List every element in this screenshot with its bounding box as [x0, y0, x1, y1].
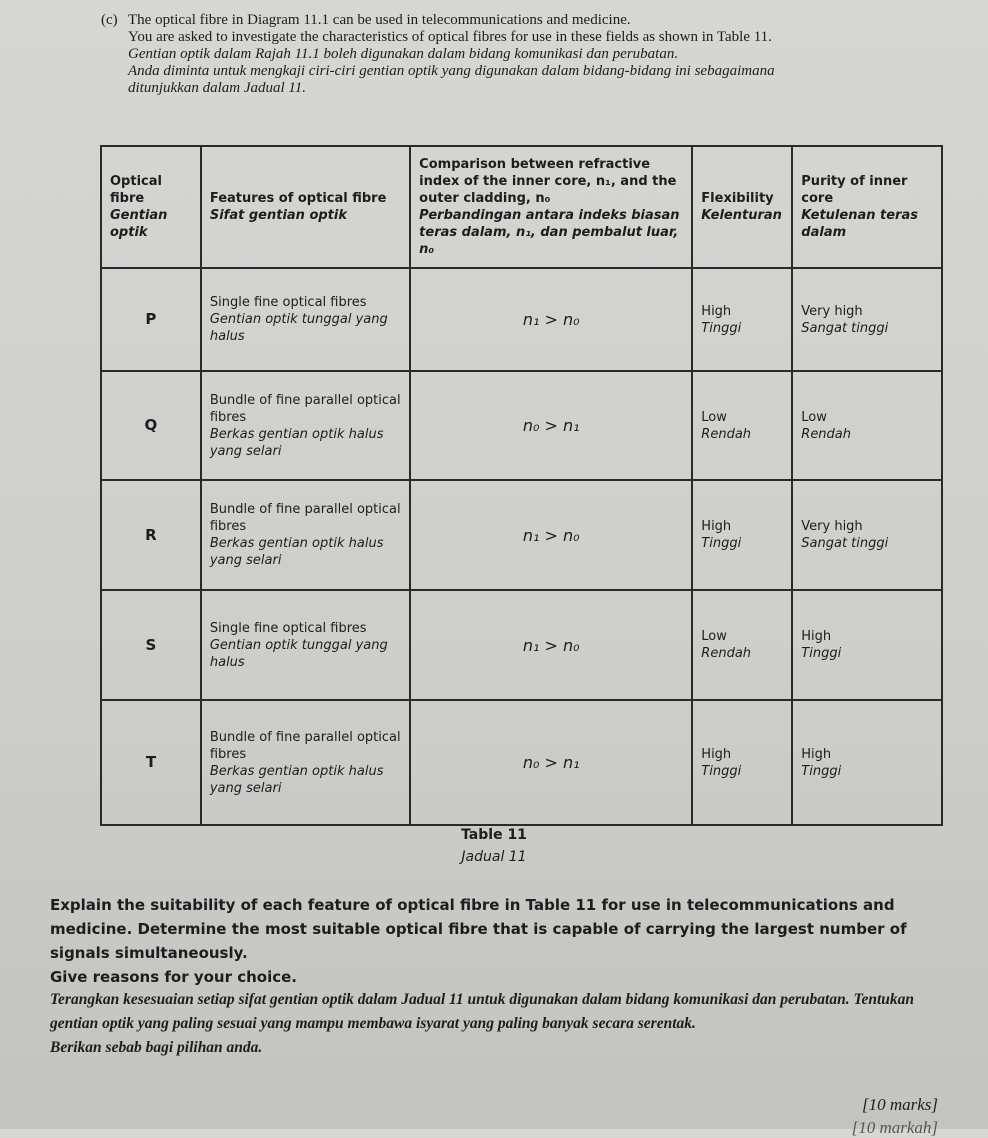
fibre-code: P	[101, 268, 201, 371]
table-row	[101, 268, 942, 371]
question-en: Explain the suitability of each feature of optical fibre in Table 11 for use in telecommunications and medicine. Determine the most suitable optical fibre that is capable of carrying the largest number of signals simultaneously.	[50, 896, 907, 962]
header-ms: Gentian optik	[110, 208, 168, 240]
flex-ms: Rendah	[701, 426, 752, 442]
intro-ms-line: Anda diminta untuk mengkaji ciri-ciri gentian optik yang digunakan dalam bidang-bidang ini sebagaimana	[128, 63, 775, 79]
feature-en: Bundle of fine parallel optical fibres	[209, 729, 401, 762]
column-header	[692, 146, 792, 268]
purity-ms: Sangat tinggi	[801, 536, 889, 551]
purity-ms: Sangat tinggi	[801, 320, 889, 336]
question-intro	[103, 12, 973, 97]
table-row	[101, 590, 942, 700]
flexibility-cell	[692, 700, 792, 825]
flex-en: High	[701, 746, 732, 762]
purity-cell	[792, 268, 942, 371]
flexibility-cell	[692, 480, 792, 590]
intro-ms-line: ditunjukkan dalam Jadual 11.	[128, 80, 307, 96]
question-text-ms	[50, 988, 965, 1060]
feature-ms: Berkas gentian optik halus yang selari	[209, 426, 384, 459]
feature-ms: Berkas gentian optik halus yang selari	[209, 763, 384, 796]
feature-cell	[201, 480, 410, 590]
fibre-code: Q	[101, 371, 201, 480]
fibre-code: S	[101, 590, 201, 700]
intro-ms-line: Gentian optik dalam Rajah 11.1 boleh digunakan dalam bidang komunikasi dan perubatan.	[128, 46, 679, 62]
flex-en: High	[701, 303, 732, 319]
purity-en: High	[801, 629, 832, 644]
feature-ms: Gentian optik tunggal yang halus	[209, 637, 388, 670]
column-header	[201, 146, 410, 268]
purity-en: High	[801, 746, 832, 762]
question-label: (c)	[101, 12, 118, 28]
purity-cell	[792, 480, 942, 590]
purity-cell	[792, 371, 942, 480]
refractive-comparison: n₀ > n₁	[410, 700, 692, 825]
table-row	[101, 700, 942, 825]
header-en: Features of optical fibre	[209, 191, 387, 206]
refractive-comparison: n₀ > n₁	[410, 371, 692, 480]
purity-en: Very high	[801, 519, 863, 534]
flexibility-cell	[692, 590, 792, 700]
feature-ms: Berkas gentian optik halus yang selari	[209, 536, 384, 568]
table-row	[101, 480, 942, 590]
feature-cell	[201, 371, 410, 480]
optical-fibre-table	[100, 145, 943, 826]
purity-cell	[792, 700, 942, 825]
question-en-reason: Give reasons for your choice.	[50, 968, 297, 986]
refractive-comparison: n₁ > n₀	[410, 268, 692, 371]
flex-ms: Tinggi	[701, 320, 742, 336]
header-ms: Kelenturan	[701, 208, 782, 223]
refractive-comparison: n₁ > n₀	[410, 480, 692, 590]
column-header	[101, 146, 201, 268]
header-en: Flexibility	[701, 191, 774, 206]
marks-ms: [10 markah]	[851, 1118, 938, 1137]
feature-en: Bundle of fine parallel optical fibres	[209, 502, 401, 534]
question-text-en	[50, 893, 960, 989]
fibre-code: T	[101, 700, 201, 825]
flex-en: Low	[701, 629, 727, 644]
flexibility-cell	[692, 268, 792, 371]
fibre-code: R	[101, 480, 201, 590]
header-ms: Ketulenan teras dalam	[801, 208, 918, 240]
header-en: Optical fibre	[110, 174, 162, 206]
header-en: Comparison between refractive index of the inner core, n₁, and the outer cladding, n₀	[419, 157, 677, 206]
intro-en-line: The optical fibre in Diagram 11.1 can be used in telecommunications and medicine.	[128, 12, 631, 28]
question-ms: Terangkan kesesuaian setiap sifat gentian optik dalam Jadual 11 untuk digunakan dalam bidang komunikasi dan perubatan. Tentukan gentian optik yang paling sesuai yang mampu membawa isyarat yang paling banyak secara serentak.	[50, 991, 915, 1032]
flex-ms: Rendah	[701, 646, 752, 661]
purity-cell	[792, 590, 942, 700]
marks: [10 marks]	[861, 1095, 938, 1114]
flex-ms: Tinggi	[701, 536, 742, 551]
table-caption-ms: Jadual 11	[461, 849, 527, 865]
header-ms: Sifat gentian optik	[209, 208, 348, 223]
flex-en: Low	[701, 409, 727, 425]
purity-en: Very high	[801, 303, 863, 319]
feature-cell	[201, 590, 410, 700]
header-en: Purity of inner core	[801, 174, 908, 206]
refractive-comparison: n₁ > n₀	[410, 590, 692, 700]
purity-ms: Rendah	[801, 426, 852, 442]
table-caption: Table 11	[461, 827, 527, 843]
feature-cell	[201, 268, 410, 371]
flex-en: High	[701, 519, 732, 534]
purity-ms: Tinggi	[801, 763, 842, 779]
table-row	[101, 371, 942, 480]
column-header	[410, 146, 692, 268]
purity-en: Low	[801, 409, 827, 425]
feature-cell	[201, 700, 410, 825]
purity-ms: Tinggi	[801, 646, 842, 661]
header-ms: Perbandingan antara indeks biasan teras dalam, n₁, dan pembalut luar, n₀	[419, 208, 680, 257]
flex-ms: Tinggi	[701, 763, 742, 779]
feature-en: Single fine optical fibres	[209, 620, 367, 636]
intro-en-line: You are asked to investigate the characteristics of optical fibres for use in these fields as shown in Table 11.	[128, 29, 772, 45]
flexibility-cell	[692, 371, 792, 480]
feature-ms: Gentian optik tunggal yang halus	[209, 312, 388, 344]
question-ms-reason: Berikan sebab bagi pilihan anda.	[50, 1039, 263, 1056]
column-header	[792, 146, 942, 268]
feature-en: Single fine optical fibres	[209, 295, 367, 310]
feature-en: Bundle of fine parallel optical fibres	[209, 392, 401, 425]
